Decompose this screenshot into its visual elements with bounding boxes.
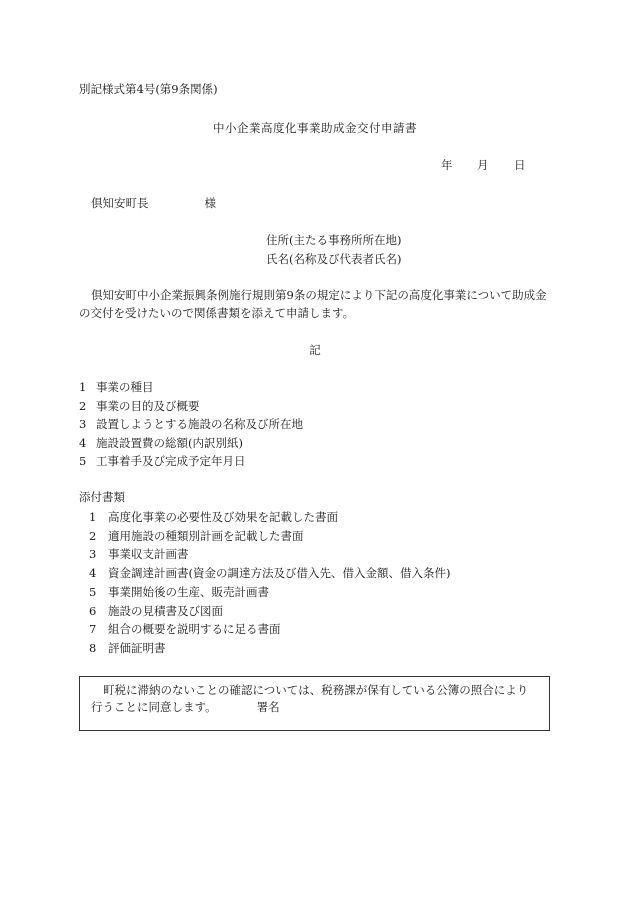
attachment-text: 組合の概要を説明するに足る書面: [108, 622, 281, 637]
attachment-text: 評価証明書: [108, 640, 166, 655]
item-number: 4: [79, 435, 87, 450]
addressee: [91, 195, 216, 211]
attachment-text: 高度化事業の必要性及び効果を記載した書面: [108, 510, 338, 524]
list-item: [79, 378, 303, 397]
list-item: [89, 583, 450, 602]
applicant-name-label: 氏名(名称及び代表者氏名): [266, 252, 402, 266]
addressee-name: 倶知安町長: [91, 196, 149, 210]
attachment-text: 施設の見積書及び図面: [108, 603, 223, 618]
consent-text-line1: 町税に滞納のないことの確認については、税務課が保有している公簿の照合により: [103, 683, 529, 697]
list-item: [79, 397, 303, 416]
applicant-block: [266, 231, 401, 269]
list-item: [89, 620, 450, 639]
date-line: [441, 157, 526, 173]
item-text: 事業の目的及び概要: [96, 398, 200, 413]
date-year: 年: [441, 158, 453, 172]
date-month: 月: [477, 158, 489, 172]
list-item: [89, 564, 450, 583]
item-text: 工事着手及び完成予定年月日: [96, 454, 246, 468]
signature-label: 署名: [256, 700, 280, 714]
item-number: 5: [79, 454, 87, 468]
item-text: 設置しようとする施設の名称及び所在地: [96, 417, 303, 431]
list-item: [79, 452, 303, 471]
ki-heading: 記: [309, 343, 321, 357]
form-number: 別記様式第4号(第9条関係): [79, 82, 218, 96]
item-number: 3: [79, 417, 87, 431]
list-item: [79, 415, 303, 434]
attachment-text: 事業収支計画書: [108, 547, 189, 562]
item-text: 施設設置費の総額(内訳別紙): [96, 435, 243, 450]
attachment-text: 資金調達計画書(資金の調達方法及び借入先、借入金額、借入条件): [108, 566, 451, 581]
consent-text-line2-text: 行うことに同意します。: [91, 700, 217, 714]
attachment-text: 適用施設の種類別計画を記載した書面: [108, 528, 304, 543]
attachment-number: 4: [89, 566, 97, 581]
attachment-number: 2: [89, 528, 97, 543]
attachment-number: 8: [89, 640, 97, 655]
date-day: 日: [514, 158, 526, 172]
item-list: [79, 378, 303, 471]
item-text: 事業の種目: [96, 380, 154, 394]
item-number: 1: [79, 380, 87, 394]
list-item: [79, 434, 303, 453]
list-item: [89, 639, 450, 658]
applicant-address-label: 住所(主たる事務所所在地): [266, 233, 402, 247]
list-item: [89, 508, 450, 527]
attachment-number: 5: [89, 584, 97, 599]
attachment-number: 3: [89, 547, 97, 562]
attachments-heading: 添付書類: [79, 490, 125, 504]
attachment-number: 6: [89, 603, 97, 618]
list-item: [89, 545, 450, 564]
consent-text-line2: [91, 699, 280, 715]
item-number: 2: [79, 398, 87, 413]
list-item: [89, 602, 450, 621]
addressee-honorific: 様: [204, 196, 216, 210]
tax-consent-box: [79, 676, 550, 731]
document-title: 中小企業高度化事業助成金交付申請書: [213, 121, 417, 135]
attachments-list: [89, 508, 450, 658]
attachment-text: 事業開始後の生産、販売計画書: [108, 584, 269, 599]
attachment-number: 1: [89, 510, 97, 524]
attachment-number: 7: [89, 622, 97, 637]
list-item: [89, 527, 450, 546]
application-body-text: 倶知安町中小企業振興条例施行規則第9条の規定により下記の高度化事業について助成金の交付を受けたいので関係書類を添えて申請します。: [79, 288, 547, 320]
